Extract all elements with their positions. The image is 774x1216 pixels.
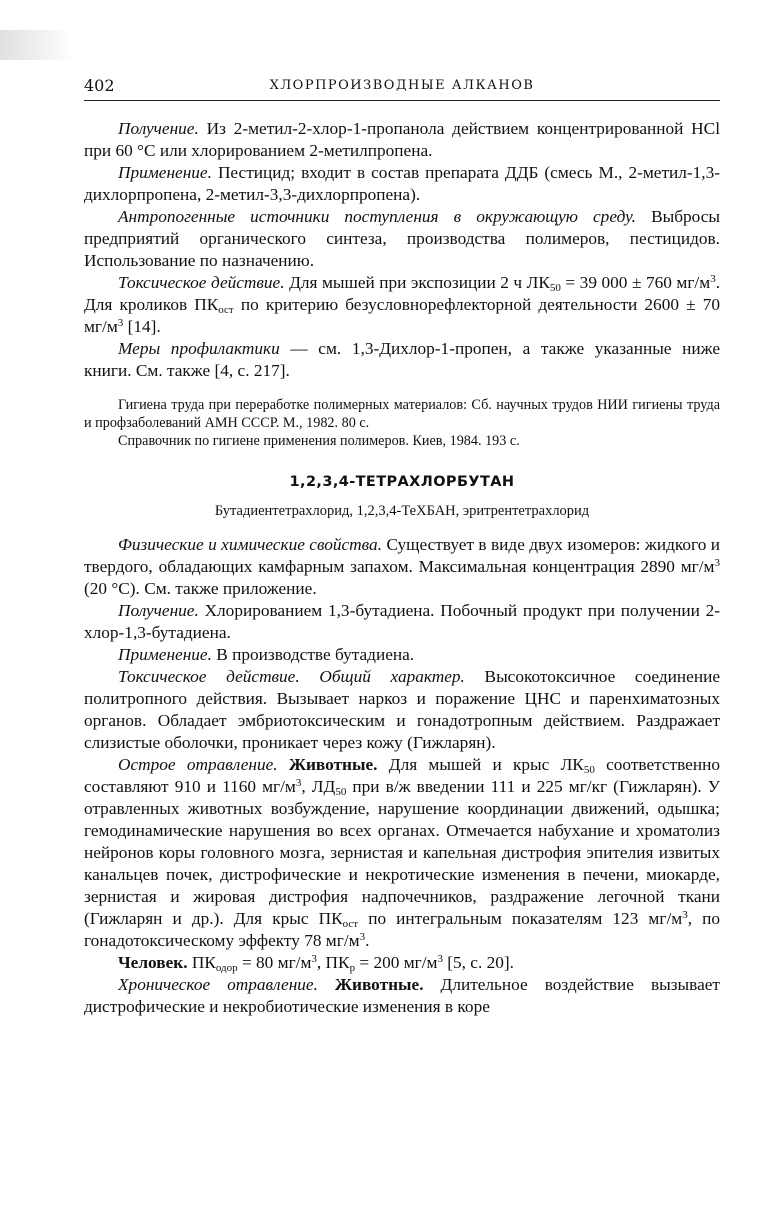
subscript: ост	[342, 918, 359, 930]
paragraph-text: = 200 мг/м	[355, 953, 438, 972]
paragraph-bold-label: Животные.	[334, 975, 424, 994]
subscript: 50	[583, 764, 595, 776]
paragraph-text: Длительное воздействие вызывает дистрофические и некробиотические изменения в коре	[84, 975, 720, 1016]
paragraph-label: Физические и химические свойства.	[118, 535, 383, 554]
paragraph-text: Выбросы предприятий органического синтеза, производства полимеров, пестицидов. Использование по назначению.	[84, 207, 720, 270]
section-synonyms: Бутадиентетрахлорид, 1,2,3,4-ТеХБАН, эритрентетрахлорид	[214, 503, 590, 519]
paragraph-text: , ПК	[316, 953, 350, 972]
superscript: 3	[714, 557, 720, 569]
paragraph-text: Пестицид; входит в состав препарата ДДБ (смесь М., 2-метил-1,3-дихлорпропена, 2-метил-3,3-дихлорпропена).	[84, 163, 720, 204]
paragraph-label: Применение.	[118, 645, 212, 664]
paragraph-label: Меры профилактики	[118, 339, 280, 358]
header-rule	[84, 100, 720, 101]
paragraph-text: Из 2-метил-2-хлор-1-пропанола действием концентрированной HCl при 60 °С или хлорированием 2-метилпропена.	[84, 119, 720, 160]
paragraph-human	[84, 952, 720, 974]
superscript: 3	[311, 953, 317, 965]
paragraph-text: [14].	[123, 317, 161, 336]
paragraph-text: Для мышей и крыс ЛК	[388, 755, 584, 774]
superscript: 3	[437, 953, 443, 965]
paragraph-properties	[84, 534, 720, 600]
paragraph-text: — см. 1,3-Дихлор-1-пропен, а также указанные ниже книги. См. также [4, с. 217].	[84, 339, 720, 380]
paragraph-application	[84, 644, 720, 666]
section-tetrachlorobutane	[84, 534, 720, 1018]
paragraph-label: Токсическое действие. Общий характер.	[118, 667, 465, 686]
paragraph-toxic-action	[84, 272, 720, 338]
paragraph-bold-label: Животные.	[288, 755, 378, 774]
paragraph-production	[84, 118, 720, 162]
paragraph-label: Применение.	[118, 163, 212, 182]
subscript: ост	[218, 304, 234, 316]
paragraph-text: , ЛД	[301, 777, 336, 796]
paragraph-text: . Для кроликов ПК	[84, 273, 721, 314]
superscript: 3	[710, 273, 716, 285]
paragraph-text: = 80 мг/м	[237, 953, 312, 972]
paragraph-text: Высокотоксичное соединение политропного действия. Вызывает наркоз и поражение ЦНС и паренхиматозных органов. Обладает эмбриотоксическим и гонадотропным действием. Раздражает слизистые оболочки, проникает через кожу (Гижларян).	[84, 667, 720, 752]
paragraph-prevention	[84, 338, 720, 382]
paragraph-label: Токсическое действие.	[118, 273, 285, 292]
subscript: р	[349, 962, 356, 974]
paragraph-text: соответственно составляют 910 и 1160 мг/м	[84, 755, 720, 796]
paragraph-label: Получение.	[118, 601, 199, 620]
paragraph-application	[84, 162, 720, 206]
paragraph-bold-label: Человек.	[118, 953, 188, 972]
paragraph-toxic-action	[84, 666, 720, 754]
running-title: ХЛОРПРОИЗВОДНЫЕ АЛКАНОВ	[269, 78, 535, 93]
section-title: 1,2,3,4-ТЕТРАХЛОРБУТАН	[289, 474, 515, 490]
superscript: 3	[359, 931, 366, 943]
subscript: 50	[335, 786, 347, 798]
paragraph-text: Хлорированием 1,3-бутадиена. Побочный продукт при получении 2-хлор-1,3-бутадиена.	[84, 601, 720, 642]
page-header	[84, 76, 720, 98]
subscript: 50	[549, 282, 561, 294]
reference-list	[84, 396, 720, 450]
paragraph-text: Для мышей при экспозиции 2 ч ЛК	[289, 273, 550, 292]
paragraph-label: Антропогенные источники поступления в окружающую среду.	[118, 207, 636, 226]
paragraph-label: Хроническое отравление.	[118, 975, 318, 994]
paragraph-anthropogenic-sources	[84, 206, 720, 272]
paragraph-text: .	[365, 931, 370, 950]
paragraph-text: [5, с. 20].	[442, 953, 514, 972]
paragraph-label: Острое отравление.	[118, 755, 278, 774]
paragraph-label: Получение.	[118, 119, 199, 138]
section-previous-compound	[84, 118, 720, 382]
paragraph-text: = 39 000 ± 760 мг/м	[560, 273, 711, 292]
subscript: одор	[215, 962, 238, 974]
paragraph-text: (20 °С). См. также приложение.	[84, 579, 317, 598]
paragraph-chronic-poisoning	[84, 974, 720, 1018]
paragraph-text: , по гонадотоксическому эффекту 78 мг/м	[84, 909, 721, 950]
paragraph-text: при в/ж введении 111 и 225 мг/кг (Гижларян). У отравленных животных возбуждение, нарушение координации движений, одышка; гемодинамические нарушения во всех органах. Отмечается набухание и хроматолиз нейронов коры головного мозга, зернистая и капельная дистрофия эпителия извитых канальцев почек, дистрофические и некротические изменения в печени, миокарде, зернистая и жировая дистрофия надпочечников, раздражение легочной ткани (Гижларян и др.). Для крыс ПК	[84, 777, 721, 928]
page-content	[84, 118, 720, 1018]
paragraph-production	[84, 600, 720, 644]
paragraph-text: по критерию безусловнорефлекторной деятельности 2600 ± 70 мг/м	[84, 295, 720, 336]
superscript: 3	[682, 909, 688, 921]
reference-item: Гигиена труда при переработке полимерных материалов: Сб. научных трудов НИИ гигиены труда и профзаболеваний АМН СССР. М., 1982. 80 с.	[84, 397, 720, 431]
superscript: 3	[295, 777, 302, 789]
paragraph-text: ПК	[187, 953, 216, 972]
paragraph-text: по интегральным показателям 123 мг/м	[358, 909, 683, 928]
paragraph-text: В производстве бутадиена.	[216, 645, 415, 664]
paragraph-acute-poisoning	[84, 754, 720, 952]
superscript: 3	[117, 317, 124, 329]
scan-smudge	[0, 30, 72, 60]
page-number: 402	[84, 76, 115, 95]
reference-item: Справочник по гигиене применения полимеров. Киев, 1984. 193 с.	[118, 433, 520, 449]
paragraph-text: Существует в виде двух изомеров: жидкого и твердого, обладающих камфарным запахом. Максимальная концентрация 2890 мг/м	[84, 535, 720, 576]
